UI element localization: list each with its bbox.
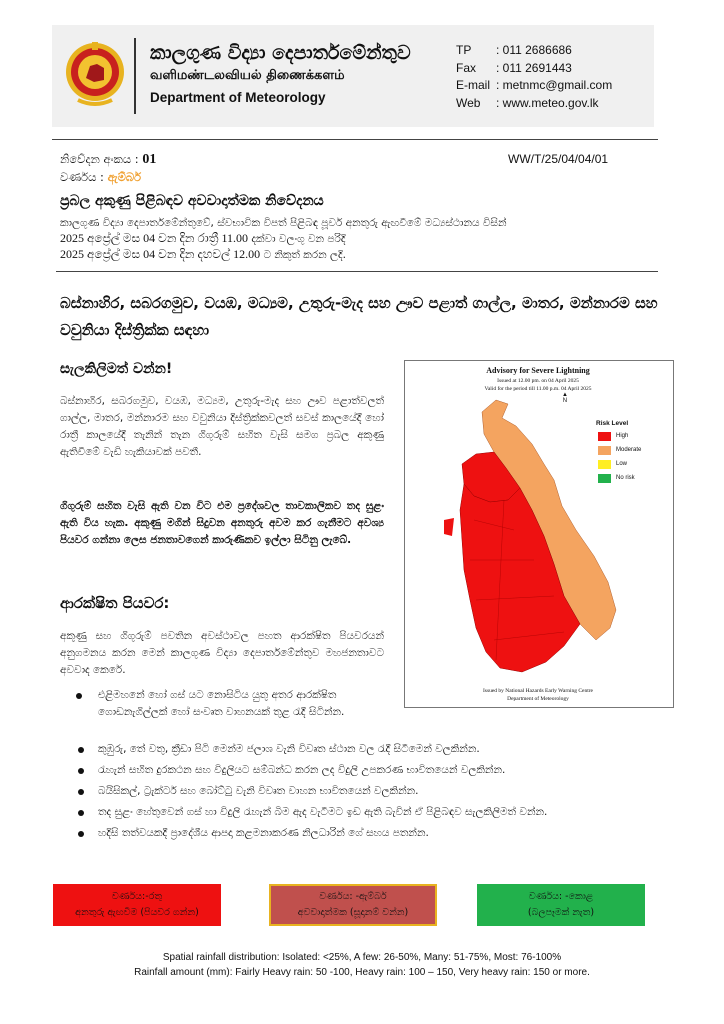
legend-swatch-low — [598, 460, 611, 469]
colour-value: ඇම්බර් — [107, 170, 142, 184]
map-title: Advisory for Severe Lightning — [486, 366, 590, 375]
notice-number: නිවේදන අංකය : 01 — [60, 152, 157, 167]
precautions-intro: අකුණු සහ ගිගුරුම් පවතින අවස්ථාවල පහත ආරක්ෂිත පියවරයන් අනුගමනය කරන මෙන් කාලගුණ විද්‍යා දෙපාර්තමේන්තුව මහජනතාවට අවවාද කෙරේ. — [60, 630, 384, 676]
districts-heading: බස්නාහිර, සබරගමුව, වයඹ, මධ්‍යම, උතුරු-මැද සහ ඌව පළාත් ගාල්ල, මාතර, මන්නාරම සහ වවුනියා දිස්ත්‍රික්ක සඳහා — [60, 294, 658, 339]
legend-label-moderate: Moderate — [616, 447, 642, 453]
bullet-icon — [78, 768, 84, 774]
sri-lanka-risk-map — [404, 360, 672, 706]
level-red-box: වර්ණය:-රතු අනතුරු ඇඟවීම (පියවර ගන්න) — [53, 884, 221, 926]
bullet-icon — [78, 747, 84, 753]
list-item: හදිසි තත්වයකදී ප්‍රාදේශීය ආපදා කළමනාකරණ නිලධාරින් ගේ සහය පතන්න. — [64, 825, 704, 846]
list-item: කුඹුරු, තේ වතු, ක්‍රීඩා පිටි මෙන්ම ජලාශ වැනි විවෘත ස්ථාන වල රැදී සිටීමෙන් වලකින්න. — [64, 741, 704, 762]
legend-label-no-risk: No risk — [616, 475, 635, 481]
precautions-list — [64, 741, 704, 846]
divider — [52, 139, 658, 140]
divider — [56, 271, 658, 272]
bullet-icon — [78, 789, 84, 795]
contact-fax: Fax : 011 2691443 — [456, 60, 572, 75]
level-amber-box: වර්ණය: -ඇම්බර් අවවාදාත්මක (සූදානම් වන්න) — [269, 884, 437, 926]
notice-title: ප්‍රබල අකුණු පිළිබඳව අවවාදාත්මක නිවේදනය — [60, 193, 324, 209]
map-department: Department of Meteorology — [507, 696, 569, 702]
be-aware-heading: සැලකිලිමත් වන්න! — [60, 361, 173, 377]
map-issuer: Issued by National Hazards Early Warning Centre — [482, 688, 594, 694]
legend-title: Risk Level — [596, 420, 629, 427]
rainfall-amount-note: Rainfall amount (mm): Fairly Heavy rain: 50 -100, Heavy rain: 100 – 150, Very heavy rain: 150 or more. — [134, 967, 590, 978]
bullet-icon — [76, 693, 82, 699]
bullet-icon — [78, 831, 84, 837]
notice-subtitle: කාලගුණ විද්‍යා දෙපාර්තමේන්තුවේ, ස්වභාවික විපත් පිළිබඳ පූර්ව අනතුරු ඇඟවීමේ මධ්‍යස්ථානය විසින් 2025 අප්‍රේල් මස 04 වන දින රාත්‍රී 11.00 දක්වා වලංගු වන පරිදි 2025 අප්‍රේල් මස 04 වන දින දහවල් 12.00 ට නිකුත් කරන ලදි. — [60, 217, 507, 261]
bullet-icon — [78, 810, 84, 816]
list-item: එළිමහනේ හෝ ගස් යට නොසිටිය යුතු අතර ආරක්ෂිත ගොඩනැගිල්ලක් හෝ සංවෘත වාහනයක් තුළ රැදී සිටින්න. — [98, 687, 384, 721]
org-name-sinhala: කාලගුණ විද්‍යා දෙපාර්තමේන්තුව — [150, 42, 411, 64]
list-item: තද සුළං හේතුවෙන් ගස් හා විදුලි රැහැන් බිම ඇද වැටීමට ඉඩ ඇති බැවින් ඒ පිළිබඳව සැලකිලිමත් වන්න. — [64, 804, 704, 825]
map-issued: Issued at 12.00 pm. on 04 April 2025 — [497, 378, 579, 384]
map-valid: Valid for the period till 11.00 p.m. 04 April 2025 — [484, 386, 592, 392]
legend-swatch-high — [598, 432, 611, 441]
be-aware-paragraph: බස්නාහිර, සබරගමුව, වයඹ, මධ්‍යම, උතුරු-මැද සහ ඌව පළාත්වලත් ගාල්ල, මාතර, මන්නාරම සහ වවුනියා දිස්ත්‍රික්කවලත් සවස් කාලයේදී හෝ රාත්‍රී කාලයේදී තැනින් තැන ගිගුරුම් සහිත වැසි සමග ප්‍රබල අකුණු ඇතිවීමේ වැඩි හැකියාවක් පවතී. — [60, 395, 384, 458]
legend-label-low: Low — [616, 461, 628, 467]
list-item: රැහැන් සහිත දුරකථන සහ විදුලියට සම්බන්ධ කරන ලද විදුලි උපකරණ භාවිතයෙන් වලකින්න. — [64, 762, 704, 783]
contact-tp: TP : 011 2686686 — [456, 43, 572, 57]
legend-swatch-no-risk — [598, 474, 611, 483]
level-green-box: වර්ණය: -කොළ (බලපෑමක් නැත) — [477, 884, 645, 926]
contact-block — [456, 42, 612, 112]
contact-web: Web : www.meteo.gov.lk — [456, 95, 599, 110]
sri-lanka-emblem-icon — [64, 38, 126, 110]
reference-number: WW/T/25/04/04/01 — [508, 152, 609, 166]
contact-email: E-mail : metnmc@gmail.com — [456, 78, 613, 92]
org-name-english: Department of Meteorology — [150, 90, 326, 105]
rainfall-distribution-note: Spatial rainfall distribution: Isolated: <25%, A few: 26-50%, Many: 51-75%, Most: 76-100% — [162, 952, 562, 963]
legend-label-high: High — [616, 433, 629, 439]
wind-paragraph: ගිගුරුම් සහිත වැසි ඇති වන විට එම ප්‍රදේශවල තාවකාලිකව තද සුළං ඇති විය හැක. අකුණු මගින් සිදුවන අනතුරු අවම කර ගැනීමට අවශ්‍ය පියවර ගන්නා ලෙස ජනතාවගෙන් කාරුණිකව ඉල්ලා සිටිනු ලැබේ. — [60, 500, 384, 546]
legend-swatch-moderate — [598, 446, 611, 455]
header-divider — [134, 38, 136, 114]
north-arrow-icon: ▲ N — [562, 392, 568, 404]
list-item: බයිසිකල්, ට්‍රැක්ටර් සහ බෝට්ටු වැනි විවෘත වාහන භාවිතයෙන් වලකින්න. — [64, 783, 704, 804]
precautions-heading: ආරක්ෂිත පියවර: — [60, 594, 170, 612]
notice-colour: වර්ණය : ඇම්බර් — [60, 170, 142, 184]
org-name-tamil: வளிமண்டலவியல் திணைக்களம் — [150, 68, 345, 83]
